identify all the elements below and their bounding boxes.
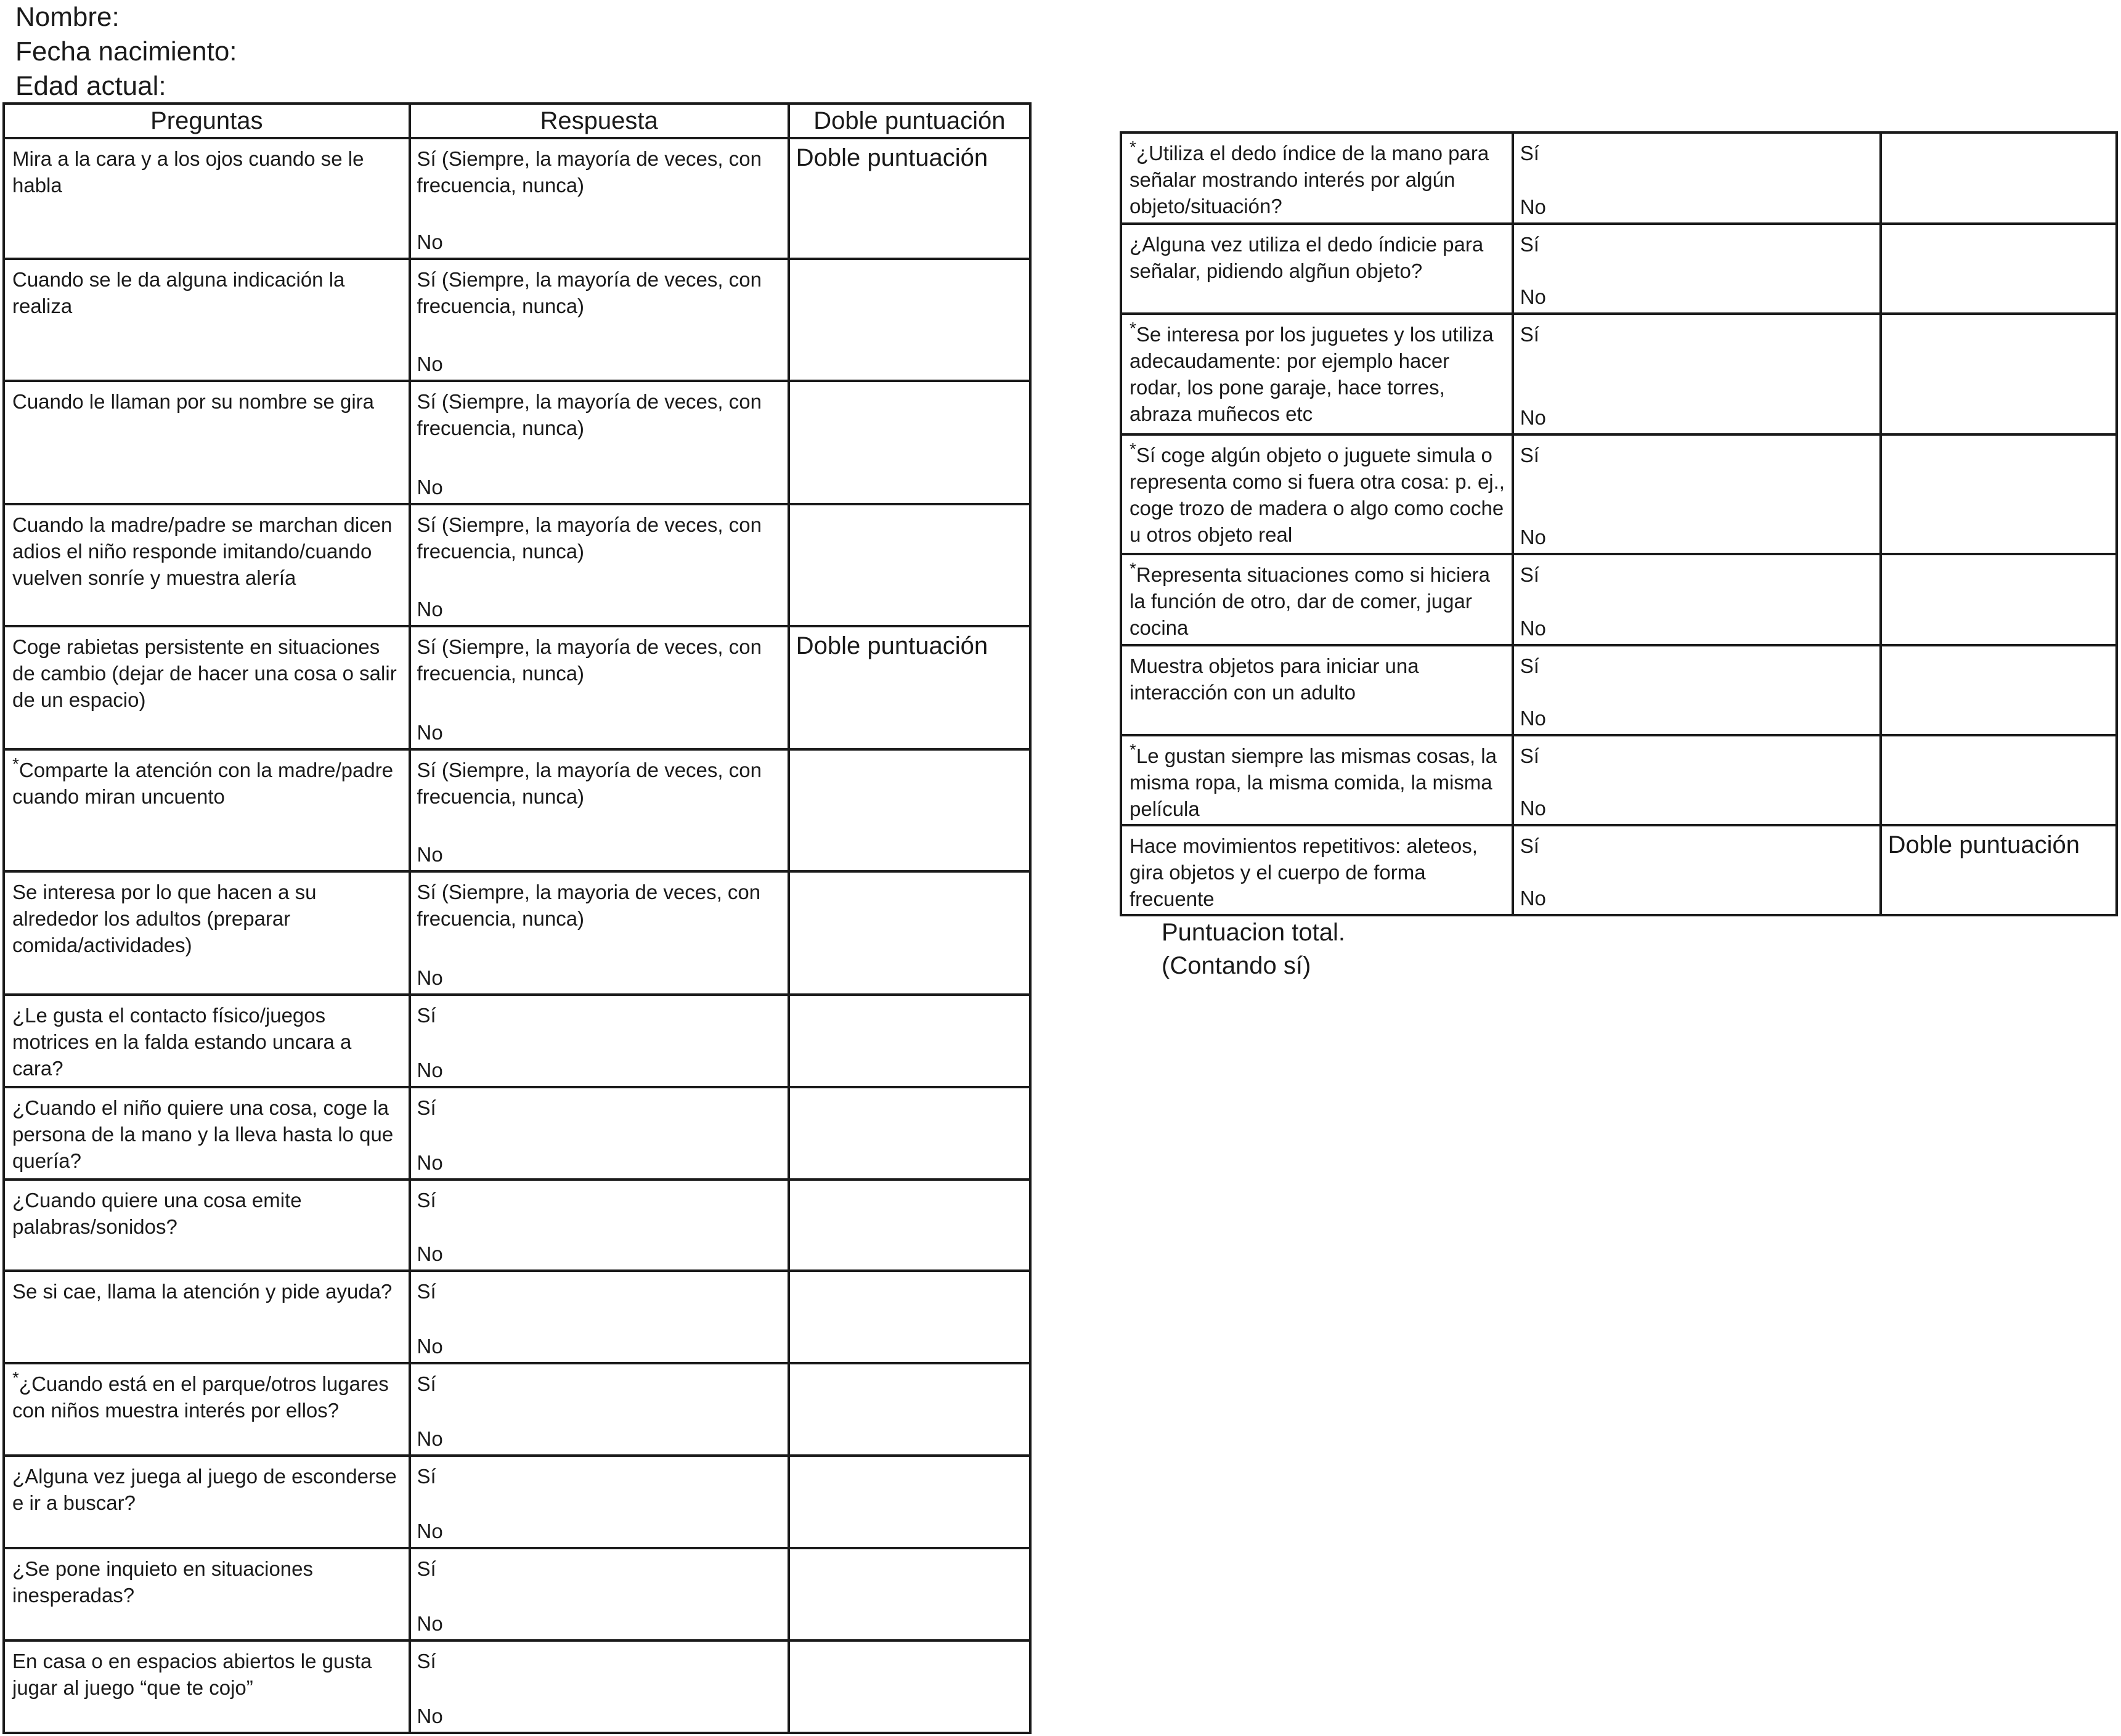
question-row xyxy=(4,1640,1030,1733)
column-header-answer: Respuesta xyxy=(410,104,789,138)
question-text: Cuando la madre/padre se marchan dicen adios el niño responde imitando/cuando vuelven sonríe y muestra alería xyxy=(12,513,393,589)
question-cell xyxy=(4,995,410,1087)
question-text: Hace movimientos repetitivos: aleteos, gira objetos y el cuerpo de forma frecuente xyxy=(1130,834,1478,910)
double-score-cell xyxy=(1881,132,2117,224)
response-cell xyxy=(410,1640,789,1733)
column-header-double-score: Doble puntuación xyxy=(789,104,1030,138)
question-text: Representa situaciones como si hiciera la función de otro, dar de comer, jugar cocina xyxy=(1130,563,1491,639)
question-text: Comparte la atención con la madre/padre cuando miran uncuento xyxy=(12,759,394,808)
column-header-questions: Preguntas xyxy=(4,104,410,138)
double-score-text: Doble puntuación xyxy=(796,632,988,659)
question-cell xyxy=(4,259,410,381)
question-row xyxy=(1121,132,2117,224)
answer-yes-option[interactable]: Sí (Siempre, la mayoría de veces, con frecuencia, nunca) xyxy=(417,268,762,317)
double-score-text xyxy=(790,873,1029,878)
answer-no-option[interactable]: No xyxy=(417,1705,443,1727)
double-score-cell xyxy=(1881,434,2117,554)
question-text: ¿Se pone inquieto en situaciones inesperadas? xyxy=(12,1557,314,1607)
response-cell xyxy=(1513,314,1881,434)
response-cell xyxy=(1513,554,1881,645)
double-score-text xyxy=(790,751,1029,756)
question-text: ¿Cuando está en el parque/otros lugares con niños muestra interés por ellos? xyxy=(12,1372,389,1422)
question-text: Cuando se le da alguna indicación la realiza xyxy=(12,268,345,317)
question-row xyxy=(1121,645,2117,735)
question-text: En casa o en espacios abiertos le gusta jugar al juego “que te cojo” xyxy=(12,1650,372,1699)
response-cell xyxy=(410,1271,789,1363)
question-cell xyxy=(4,1271,410,1363)
question-text: ¿Utiliza el dedo índice de la mano para señalar mostrando interés por algún objeto/situación? xyxy=(1130,142,1489,218)
double-score-text xyxy=(790,1272,1029,1277)
question-text: Se interesa por lo que hacen a su alrededor los adultos (preparar comida/actividades) xyxy=(12,881,317,956)
question-cell xyxy=(1121,825,1513,915)
question-row xyxy=(4,1456,1030,1548)
answer-yes-option[interactable]: Sí (Siempre, la mayoría de veces, con frecuencia, nunca) xyxy=(417,147,762,197)
question-row xyxy=(4,1548,1030,1640)
double-score-cell xyxy=(1881,645,2117,735)
double-score-cell xyxy=(789,259,1030,381)
answer-no-option[interactable]: No xyxy=(417,721,443,744)
name-label: Nombre: xyxy=(15,2,120,32)
question-row xyxy=(1121,735,2117,825)
answer-no-option[interactable]: No xyxy=(1520,617,1546,640)
double-score-text: Doble puntuación xyxy=(1887,831,2080,858)
question-text: Cuando le llaman por su nombre se gira xyxy=(12,390,374,413)
question-row xyxy=(4,381,1030,504)
question-text: Muestra objetos para iniciar una interacción con un adulto xyxy=(1130,654,1419,704)
question-text: ¿Alguna vez juega al juego de esconderse e ir a buscar? xyxy=(12,1465,397,1514)
question-cell xyxy=(1121,224,1513,314)
response-cell xyxy=(410,626,789,749)
question-text: Se interesa por los juguetes y los utiliza adecaudamente: por ejemplo hacer rodar, los pone garaje, hace torres, abraza muñecos etc xyxy=(1130,323,1494,425)
double-score-cell xyxy=(789,138,1030,259)
answer-yes-option[interactable]: Sí xyxy=(417,1096,436,1119)
total-score-label: Puntuacion total. xyxy=(1162,919,1345,946)
question-cell xyxy=(1121,132,1513,224)
response-cell xyxy=(410,1180,789,1271)
response-cell xyxy=(1513,735,1881,825)
double-score-cell xyxy=(789,1456,1030,1548)
question-text: Se si cae, llama la atención y pide ayuda? xyxy=(12,1280,393,1303)
double-score-cell xyxy=(789,1548,1030,1640)
answer-yes-option[interactable]: Sí xyxy=(417,1650,436,1673)
question-cell xyxy=(4,381,410,504)
asterisk-marker: * xyxy=(12,1368,19,1387)
asterisk-marker: * xyxy=(1130,137,1136,157)
double-score-cell xyxy=(1881,554,2117,645)
response-cell xyxy=(1513,645,1881,735)
question-cell xyxy=(4,1087,410,1180)
question-text: Mira a la cara y a los ojos cuando se le habla xyxy=(12,147,364,197)
question-cell xyxy=(4,626,410,749)
response-cell xyxy=(410,138,789,259)
double-score-text xyxy=(1882,646,2115,651)
answer-no-option[interactable]: No xyxy=(1520,195,1546,218)
question-text: Sí coge algún objeto o juguete simula o representa como si fuera otra cosa: p. ej., coge trozo de madera o algo como coche u otros objeto real xyxy=(1130,444,1505,546)
question-text: Coge rabietas persistente en situaciones de cambio (dejar de hacer una cosa o salir de un espacio) xyxy=(12,635,397,711)
question-row xyxy=(4,259,1030,381)
double-score-text xyxy=(790,1549,1029,1554)
response-cell xyxy=(410,504,789,626)
answer-yes-option[interactable]: Sí xyxy=(1520,563,1539,586)
question-row xyxy=(4,1271,1030,1363)
double-score-text xyxy=(790,1088,1029,1093)
response-cell xyxy=(1513,434,1881,554)
form-header xyxy=(15,0,237,104)
response-cell xyxy=(410,995,789,1087)
birth-date-label: Fecha nacimiento: xyxy=(15,36,237,67)
answer-no-option[interactable]: No xyxy=(417,352,443,375)
question-cell xyxy=(4,1456,410,1548)
answer-yes-option[interactable]: Sí xyxy=(1520,142,1539,165)
answer-yes-option[interactable]: Sí xyxy=(1520,834,1539,857)
answer-no-option[interactable]: No xyxy=(417,476,443,499)
question-cell xyxy=(4,1640,410,1733)
response-cell xyxy=(410,871,789,995)
response-cell xyxy=(1513,132,1881,224)
answer-no-option[interactable]: No xyxy=(1520,406,1546,429)
question-text: Le gustan siempre las mismas cosas, la misma ropa, la misma comida, la misma película xyxy=(1130,744,1497,820)
answer-yes-option[interactable]: Sí (Siempre, la mayoría de veces, con frecuencia, nunca) xyxy=(417,513,762,563)
asterisk-marker: * xyxy=(1130,740,1136,759)
question-cell xyxy=(4,1180,410,1271)
double-score-cell xyxy=(1881,735,2117,825)
question-row xyxy=(4,995,1030,1087)
answer-yes-option[interactable]: Sí xyxy=(417,1372,436,1395)
double-score-text xyxy=(790,505,1029,510)
answer-no-option[interactable]: No xyxy=(1520,707,1546,730)
question-cell xyxy=(1121,314,1513,434)
double-score-cell xyxy=(789,995,1030,1087)
question-row xyxy=(1121,434,2117,554)
question-row xyxy=(4,504,1030,626)
double-score-text xyxy=(790,1181,1029,1186)
answer-yes-option[interactable]: Sí xyxy=(1520,233,1539,256)
answer-yes-option[interactable]: Sí xyxy=(417,1465,436,1488)
response-cell xyxy=(410,259,789,381)
answer-yes-option[interactable]: Sí xyxy=(417,1189,436,1212)
response-cell xyxy=(410,381,789,504)
double-score-text xyxy=(790,996,1029,1001)
double-score-cell xyxy=(789,871,1030,995)
answer-yes-option[interactable]: Sí xyxy=(1520,444,1539,467)
answer-no-option[interactable]: No xyxy=(417,966,443,989)
asterisk-marker: * xyxy=(1130,319,1136,338)
double-score-cell xyxy=(789,749,1030,871)
answer-no-option[interactable]: No xyxy=(417,1427,443,1450)
response-cell xyxy=(410,1548,789,1640)
answer-no-option[interactable]: No xyxy=(417,1059,443,1082)
total-score-note: (Contando sí) xyxy=(1162,952,1311,979)
answer-yes-option[interactable]: Sí xyxy=(1520,744,1539,767)
answer-no-option[interactable]: No xyxy=(1520,285,1546,308)
answer-yes-option[interactable]: Sí (Siempre, la mayoría de veces, con frecuencia, nunca) xyxy=(417,759,762,808)
answer-no-option[interactable]: No xyxy=(1520,526,1546,548)
answer-no-option[interactable]: No xyxy=(417,598,443,621)
table-header-row xyxy=(4,104,1030,138)
question-cell xyxy=(4,749,410,871)
question-row xyxy=(4,138,1030,259)
question-row xyxy=(1121,224,2117,314)
question-cell xyxy=(4,504,410,626)
answer-no-option[interactable]: No xyxy=(417,1335,443,1358)
answer-no-option[interactable]: No xyxy=(417,1612,443,1635)
question-cell xyxy=(4,138,410,259)
double-score-text: Doble puntuación xyxy=(796,144,988,171)
double-score-text xyxy=(790,1642,1029,1647)
question-cell xyxy=(1121,735,1513,825)
question-cell xyxy=(1121,645,1513,735)
answer-yes-option[interactable]: Sí xyxy=(417,1004,436,1027)
double-score-cell xyxy=(789,1087,1030,1180)
question-row xyxy=(1121,314,2117,434)
question-cell xyxy=(4,1363,410,1456)
response-cell xyxy=(1513,825,1881,915)
double-score-cell xyxy=(789,1271,1030,1363)
answer-yes-option[interactable]: Sí (Siempre, la mayoria de veces, con frecuencia, nunca) xyxy=(417,881,761,930)
answer-no-option[interactable]: No xyxy=(1520,887,1546,910)
question-row xyxy=(4,1363,1030,1456)
double-score-cell xyxy=(1881,224,2117,314)
double-score-text xyxy=(1882,225,2115,230)
answer-yes-option[interactable]: Sí xyxy=(417,1557,436,1580)
double-score-text xyxy=(790,1457,1029,1462)
response-cell xyxy=(1513,224,1881,314)
question-cell xyxy=(1121,434,1513,554)
double-score-text xyxy=(1882,315,2115,320)
double-score-text xyxy=(1882,134,2115,139)
double-score-text xyxy=(1882,555,2115,560)
response-cell xyxy=(410,749,789,871)
question-cell xyxy=(1121,554,1513,645)
double-score-cell xyxy=(1881,314,2117,434)
answer-no-option[interactable]: No xyxy=(417,230,443,253)
current-age-label: Edad actual: xyxy=(15,71,166,101)
question-row xyxy=(4,749,1030,871)
asterisk-marker: * xyxy=(1130,439,1136,458)
question-row xyxy=(4,626,1030,749)
double-score-cell xyxy=(789,1180,1030,1271)
question-text: ¿Cuando quiere una cosa emite palabras/sonidos? xyxy=(12,1189,302,1238)
double-score-cell xyxy=(1881,825,2117,915)
question-text: ¿Le gusta el contacto físico/juegos motrices en la falda estando uncara a cara? xyxy=(12,1004,352,1080)
question-text: ¿Cuando el niño quiere una cosa, coge la persona de la mano y la lleva hasta lo que quería? xyxy=(12,1096,394,1172)
double-score-cell xyxy=(789,381,1030,504)
response-cell xyxy=(410,1456,789,1548)
answer-no-option[interactable]: No xyxy=(1520,797,1546,820)
answer-no-option[interactable]: No xyxy=(417,1151,443,1174)
question-row xyxy=(4,1087,1030,1180)
answer-no-option[interactable]: No xyxy=(417,843,443,866)
answer-yes-option[interactable]: Sí xyxy=(1520,654,1539,677)
answer-yes-option[interactable]: Sí xyxy=(1520,323,1539,346)
question-row xyxy=(1121,825,2117,915)
double-score-text xyxy=(790,382,1029,387)
answer-no-option[interactable]: No xyxy=(417,1242,443,1265)
double-score-cell xyxy=(789,1640,1030,1733)
double-score-cell xyxy=(789,504,1030,626)
question-row xyxy=(1121,554,2117,645)
asterisk-marker: * xyxy=(12,754,19,773)
double-score-text xyxy=(1882,436,2115,441)
question-row xyxy=(4,871,1030,995)
response-cell xyxy=(410,1087,789,1180)
questions-table-left xyxy=(2,102,1032,1734)
answer-no-option[interactable]: No xyxy=(417,1520,443,1542)
answer-yes-option[interactable]: Sí xyxy=(417,1280,436,1303)
double-score-cell xyxy=(789,1363,1030,1456)
question-cell xyxy=(4,871,410,995)
questions-table-right xyxy=(1120,131,2118,916)
double-score-cell xyxy=(789,626,1030,749)
total-score xyxy=(1162,916,1345,982)
question-row xyxy=(4,1180,1030,1271)
asterisk-marker: * xyxy=(1130,559,1136,578)
double-score-text xyxy=(1882,736,2115,741)
answer-yes-option[interactable]: Sí (Siempre, la mayoría de veces, con frecuencia, nunca) xyxy=(417,635,762,685)
question-text: ¿Alguna vez utiliza el dedo índicie para señalar, pidiendo algñun objeto? xyxy=(1130,233,1484,282)
response-cell xyxy=(410,1363,789,1456)
question-cell xyxy=(4,1548,410,1640)
answer-yes-option[interactable]: Sí (Siempre, la mayoría de veces, con frecuencia, nunca) xyxy=(417,390,762,439)
double-score-text xyxy=(790,260,1029,265)
double-score-text xyxy=(790,1364,1029,1369)
